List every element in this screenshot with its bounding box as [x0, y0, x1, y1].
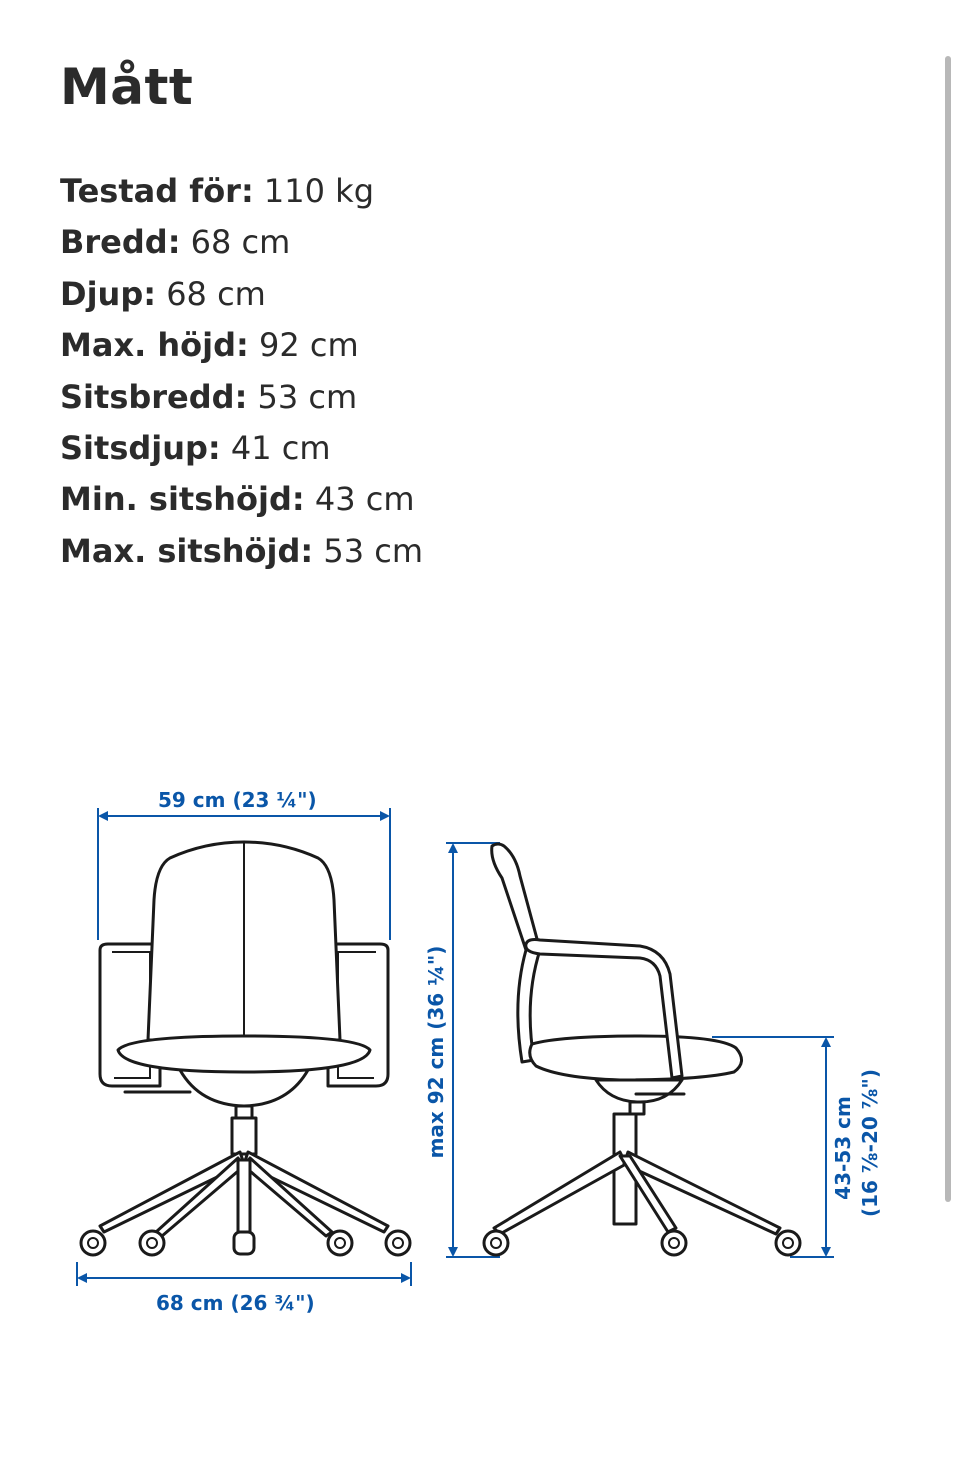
spec-value: 53 cm — [257, 377, 358, 416]
chair-side-view — [484, 844, 800, 1255]
top-width-label: 59 cm (23 ¼") — [158, 788, 317, 812]
bottom-width-dimension — [77, 1262, 411, 1286]
spec-value: 68 cm — [190, 223, 291, 262]
height-label: max 92 cm (36 ¼") — [424, 945, 448, 1159]
spec-value: 43 cm — [314, 480, 415, 519]
seat-height-label-1: 43-53 cm — [831, 1096, 855, 1200]
chair-front-view — [81, 842, 410, 1255]
spec-label: Djup: — [60, 274, 157, 313]
spec-label: Bredd: — [60, 223, 181, 262]
spec-label: Min. sitshöjd: — [60, 480, 305, 519]
spec-label: Sitsdjup: — [60, 429, 221, 468]
seat-height-label-2: (16 ⅞-20 ⅞") — [858, 1069, 882, 1217]
spec-value: 41 cm — [230, 429, 331, 468]
spec-value: 110 kg — [263, 172, 375, 210]
bottom-width-label: 68 cm (26 ¾") — [156, 1291, 315, 1315]
spec-label: Max. höjd: — [60, 326, 249, 365]
spec-label: Testad för: — [60, 172, 254, 210]
page-title: Mått — [60, 58, 194, 116]
spec-value: 92 cm — [258, 326, 359, 365]
spec-value: 68 cm — [166, 274, 266, 313]
height-dimension — [446, 843, 500, 1257]
spec-value: 53 cm — [323, 531, 423, 570]
spec-label: Max. sitshöjd: — [60, 531, 314, 570]
spec-label: Sitsbredd: — [60, 377, 248, 416]
